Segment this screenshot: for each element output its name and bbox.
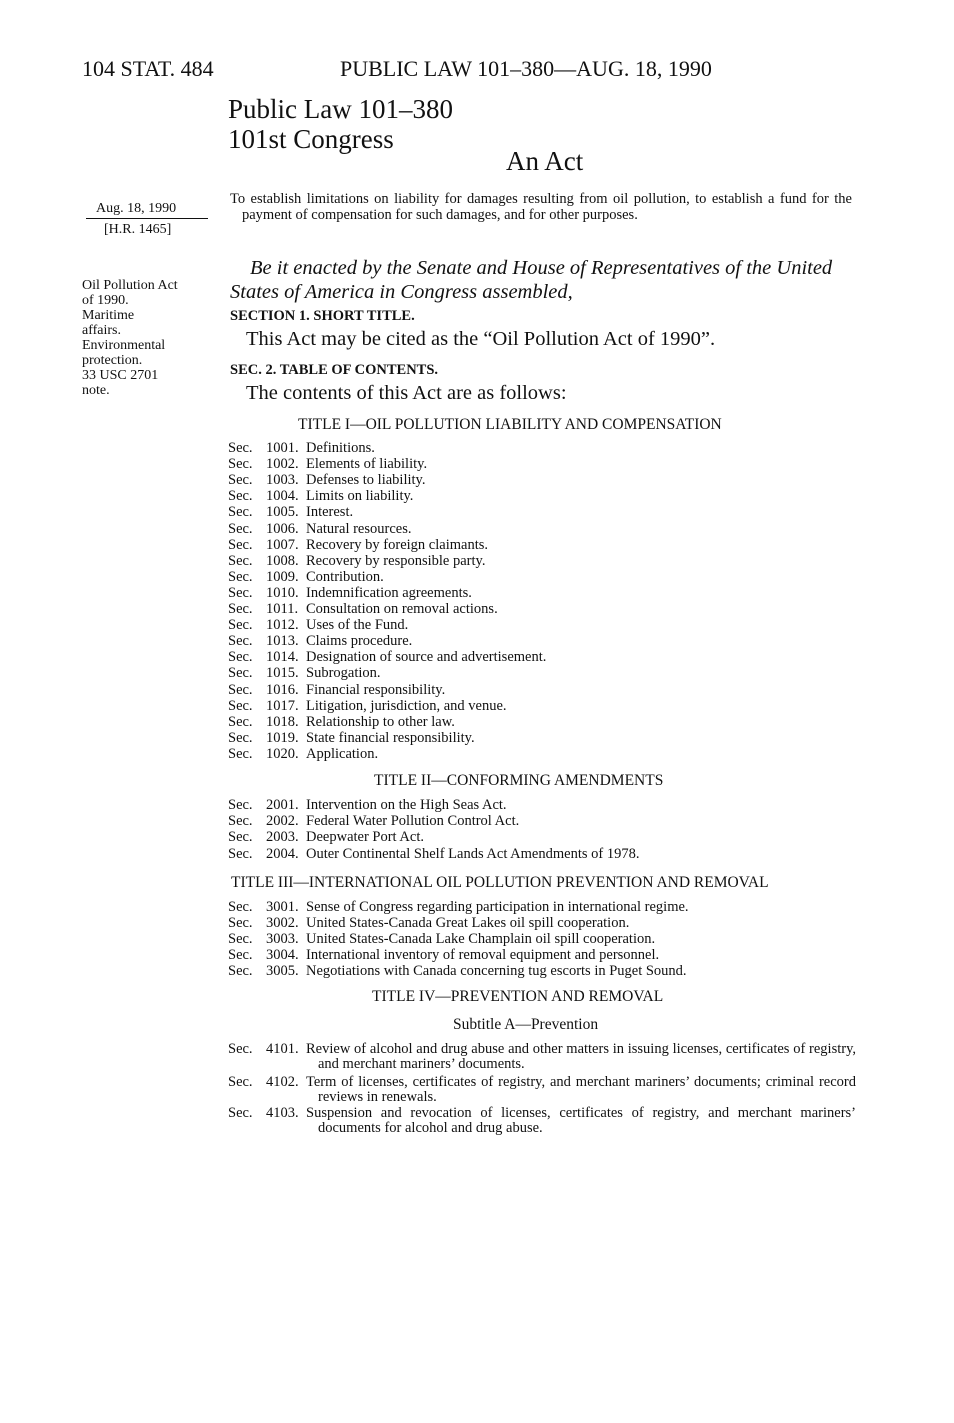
toc-sec-num: 1010. <box>266 584 299 601</box>
toc-entry-title: State financial responsibility. <box>306 729 475 746</box>
toc-entry <box>228 521 411 537</box>
toc-entry-title: Term of licenses, certificates of registry, and merchant mariners’ documents; criminal record reviews in renewals. <box>306 1074 856 1105</box>
toc-sec-label: Sec. <box>228 552 253 569</box>
toc-entry-title: Elements of liability. <box>306 456 428 473</box>
toc-entry-title: Review of alcohol and drug abuse and other matters in issuing licenses, certificates of registry, and merchant mariners’ documents. <box>306 1041 856 1072</box>
margin-note: 33 USC 2701 <box>82 368 159 383</box>
margin-date: Aug. 18, 1990 <box>96 201 177 216</box>
toc-entry <box>228 537 488 553</box>
toc-entry <box>228 456 427 472</box>
toc-entry <box>228 617 408 633</box>
enacting-clause: Be it enacted by the Senate and House of Representatives of the United States of America in Congress assembled, <box>230 257 833 303</box>
toc-sec-num: 1020. <box>266 745 299 762</box>
margin-note: Maritime <box>82 308 135 323</box>
running-head: PUBLIC LAW 101–380—AUG. 18, 1990 <box>340 56 712 81</box>
toc-sec-label: Sec. <box>228 813 253 830</box>
toc-sec-label: Sec. <box>228 845 253 862</box>
toc-entry-number <box>228 899 306 915</box>
toc-entry <box>228 813 519 829</box>
toc-title4-heading: TITLE IV—PREVENTION AND REMOVAL <box>372 988 664 1005</box>
toc-entry <box>228 746 378 762</box>
toc-entry-title: Consultation on removal actions. <box>306 601 498 617</box>
toc-entry <box>228 698 507 714</box>
margin-bill-number: [H.R. 1465] <box>104 222 172 237</box>
toc-entry-title: Relationship to other law. <box>306 713 455 730</box>
margin-rule <box>86 218 208 219</box>
toc-sec-num: 1004. <box>266 488 299 505</box>
toc-entry-title: Application. <box>306 745 379 762</box>
toc-entry <box>228 553 485 569</box>
congress-number: 101st Congress <box>228 124 394 154</box>
toc-entry-title: Defenses to liability. <box>306 472 426 489</box>
toc-entry-number <box>228 649 306 665</box>
toc-entry-number <box>228 797 306 813</box>
toc-entry <box>228 649 546 665</box>
toc-entry-number <box>228 1075 299 1090</box>
toc-entry-title: Contribution. <box>306 568 384 585</box>
toc-sec-num: 1006. <box>266 520 299 537</box>
toc-sec-num: 1014. <box>266 649 299 666</box>
toc-entry-number <box>228 730 306 746</box>
toc-title1-heading: TITLE I—OIL POLLUTION LIABILITY AND COMPENSATION <box>298 416 722 433</box>
toc-entry-title: Designation of source and advertisement. <box>306 649 547 666</box>
toc-sec-label: Sec. <box>228 665 253 682</box>
act-purpose-text: To establish limitations on liability for damages resulting from oil pollution, to establish a fund for the payment of compensation for such damages, and for other purposes. <box>230 191 852 223</box>
toc-entry-title: Limits on liability. <box>306 488 414 505</box>
toc-sec-label: Sec. <box>228 568 253 585</box>
toc-entry <box>228 1042 856 1072</box>
page-stat-number: 104 STAT. 484 <box>82 56 214 81</box>
toc-sec-label: Sec. <box>228 472 253 489</box>
toc-entry-number <box>228 569 306 585</box>
toc-entry-title: Sense of Congress regarding participation in international regime. <box>306 899 689 915</box>
toc-entry <box>228 665 381 681</box>
toc-entry <box>228 730 475 746</box>
toc-entry-title: Deepwater Port Act. <box>306 829 424 846</box>
toc-entry <box>228 797 507 813</box>
toc-entry-title: International inventory of removal equipment and personnel. <box>306 947 660 964</box>
toc-sec-label: Sec. <box>228 456 253 473</box>
toc-entry-number <box>228 633 306 649</box>
toc-sec-num: 4102. <box>266 1074 299 1090</box>
toc-sec-num: 1019. <box>266 729 299 746</box>
toc-sec-label: Sec. <box>228 931 253 948</box>
toc-title3-heading: TITLE III—INTERNATIONAL OIL POLLUTION PREVENTION AND REMOVAL <box>231 874 769 891</box>
toc-entry <box>228 488 413 504</box>
toc-entry <box>228 569 384 585</box>
toc-sec-num: 1016. <box>266 681 299 698</box>
toc-entry-title: Definitions. <box>306 440 375 456</box>
toc-entry-number <box>228 440 306 456</box>
toc-entry <box>228 1106 856 1136</box>
toc-entry <box>228 682 445 698</box>
toc-sec-num: 1012. <box>266 617 299 634</box>
toc-sec-num: 1017. <box>266 697 299 714</box>
toc-entry-number <box>228 537 306 553</box>
toc-sec-num: 1001. <box>266 440 299 456</box>
toc-entry-title: Uses of the Fund. <box>306 617 409 634</box>
toc-entry <box>228 947 659 963</box>
toc-sec-label: Sec. <box>228 681 253 698</box>
toc-entry-number <box>228 472 306 488</box>
toc-sec-num: 3005. <box>266 963 299 980</box>
toc-sec-label: Sec. <box>228 617 253 634</box>
margin-note-list <box>82 278 178 398</box>
toc-sec-label: Sec. <box>228 697 253 714</box>
toc-entry-number <box>228 601 306 617</box>
toc-sec-label: Sec. <box>228 440 253 456</box>
toc-entry-number <box>228 915 306 931</box>
toc-sec-label: Sec. <box>228 729 253 746</box>
toc-entry <box>228 601 498 617</box>
toc-sec-num: 4101. <box>266 1041 299 1057</box>
toc-sec-num: 4103. <box>266 1105 299 1121</box>
toc-entry-title: Claims procedure. <box>306 633 413 650</box>
toc-sec-label: Sec. <box>228 899 253 915</box>
margin-note: of 1990. <box>82 293 129 308</box>
toc-entry <box>228 504 353 520</box>
toc-sec-num: 1007. <box>266 536 299 553</box>
toc-entry-title: Outer Continental Shelf Lands Act Amendments of 1978. <box>306 845 640 862</box>
toc-sec-num: 1009. <box>266 568 299 585</box>
toc-entry-title: Suspension and revocation of licenses, certificates of registry, and merchant mariners’ documents for alcohol and drug abuse. <box>306 1105 856 1136</box>
toc-sec-label: Sec. <box>228 520 253 537</box>
public-law-number: Public Law 101–380 <box>228 94 453 124</box>
toc-sec-label: Sec. <box>228 915 253 932</box>
section1-heading: SECTION 1. SHORT TITLE. <box>230 308 415 324</box>
toc-entry-number <box>228 521 306 537</box>
toc-title4-subtitle: Subtitle A—Prevention <box>453 1016 599 1033</box>
section2-heading: SEC. 2. TABLE OF CONTENTS. <box>230 362 439 378</box>
toc-entry <box>228 829 424 845</box>
toc-entry <box>228 714 455 730</box>
margin-note: affairs. <box>82 323 121 338</box>
toc-entry-number <box>228 665 306 681</box>
toc-sec-label: Sec. <box>228 488 253 505</box>
toc-entry <box>228 963 687 979</box>
toc-sec-num: 2002. <box>266 813 299 830</box>
toc-sec-label: Sec. <box>228 745 253 762</box>
toc-entry-number <box>228 931 306 947</box>
toc-entry-number <box>228 585 306 601</box>
toc-sec-label: Sec. <box>228 1074 253 1090</box>
toc-entry-number <box>228 963 306 979</box>
toc-entry-title: Intervention on the High Seas Act. <box>306 797 507 813</box>
section1-text: This Act may be cited as the “Oil Pollution Act of 1990”. <box>246 328 716 350</box>
toc-entry-title: Natural resources. <box>306 520 412 537</box>
toc-sec-num: 2003. <box>266 829 299 846</box>
toc-entry-number <box>228 714 306 730</box>
toc-sec-label: Sec. <box>228 584 253 601</box>
margin-note: protection. <box>82 353 143 368</box>
toc-entry-number <box>228 1042 299 1057</box>
toc-entry-title: Subrogation. <box>306 665 381 682</box>
toc-entry <box>228 585 472 601</box>
toc-sec-num: 3001. <box>266 899 299 915</box>
toc-sec-label: Sec. <box>228 633 253 650</box>
toc-entry-number <box>228 488 306 504</box>
toc-entry <box>228 915 629 931</box>
toc-entry <box>228 846 639 862</box>
toc-entry <box>228 472 425 488</box>
toc-sec-label: Sec. <box>228 649 253 666</box>
toc-entry-number <box>228 813 306 829</box>
toc-entry-title: Negotiations with Canada concerning tug escorts in Puget Sound. <box>306 963 687 980</box>
toc-sec-num: 1018. <box>266 713 299 730</box>
toc-sec-label: Sec. <box>228 536 253 553</box>
toc-entry-title: Financial responsibility. <box>306 681 446 698</box>
toc-sec-label: Sec. <box>228 963 253 980</box>
toc-entry-number <box>228 947 306 963</box>
toc-entry-title: Recovery by foreign claimants. <box>306 536 488 553</box>
toc-entry-title: United States-Canada Lake Champlain oil spill cooperation. <box>306 931 656 948</box>
toc-sec-num: 1015. <box>266 665 299 682</box>
toc-entry-number <box>228 746 306 762</box>
toc-sec-label: Sec. <box>228 504 253 521</box>
toc-entry-title: Interest. <box>306 504 354 521</box>
toc-sec-label: Sec. <box>228 713 253 730</box>
toc-sec-label: Sec. <box>228 829 253 846</box>
toc-entry-number <box>228 698 306 714</box>
toc-sec-label: Sec. <box>228 1105 253 1121</box>
toc-entry-number <box>228 617 306 633</box>
toc-sec-num: 3003. <box>266 931 299 948</box>
toc-sec-num: 2001. <box>266 797 299 813</box>
toc-entry-number <box>228 682 306 698</box>
toc-entry-title: Indemnification agreements. <box>306 584 472 601</box>
toc-title2-heading: TITLE II—CONFORMING AMENDMENTS <box>374 772 664 789</box>
toc-entry-number <box>228 553 306 569</box>
toc-sec-num: 3002. <box>266 915 299 932</box>
toc-entry-title: United States-Canada Great Lakes oil spill cooperation. <box>306 915 630 932</box>
toc-entry <box>228 440 375 456</box>
toc-sec-num: 1005. <box>266 504 299 521</box>
toc-entry-number <box>228 1106 299 1121</box>
toc-sec-num: 1008. <box>266 552 299 569</box>
toc-sec-num: 3004. <box>266 947 299 964</box>
toc-entry-title: Federal Water Pollution Control Act. <box>306 813 520 830</box>
toc-entry-number <box>228 456 306 472</box>
toc-entry-number <box>228 846 306 862</box>
toc-sec-label: Sec. <box>228 947 253 964</box>
toc-sec-num: 2004. <box>266 845 299 862</box>
margin-note: Oil Pollution Act <box>82 278 178 293</box>
toc-sec-num: 1002. <box>266 456 299 473</box>
toc-sec-label: Sec. <box>228 601 253 617</box>
toc-entry <box>228 899 689 915</box>
section2-text: The contents of this Act are as follows: <box>246 382 567 404</box>
margin-note: note. <box>82 383 110 398</box>
act-label: An Act <box>506 146 584 176</box>
toc-sec-num: 1013. <box>266 633 299 650</box>
toc-sec-num: 1003. <box>266 472 299 489</box>
toc-entry-title: Litigation, jurisdiction, and venue. <box>306 697 507 714</box>
toc-entry <box>228 931 655 947</box>
toc-entry <box>228 633 412 649</box>
toc-entry-number <box>228 504 306 520</box>
toc-entry-number <box>228 829 306 845</box>
toc-sec-label: Sec. <box>228 1041 253 1057</box>
toc-entry-title: Recovery by responsible party. <box>306 552 486 569</box>
act-purpose <box>230 191 852 223</box>
toc-sec-num: 1011. <box>266 601 299 617</box>
margin-note: Environmental <box>82 338 166 353</box>
toc-sec-label: Sec. <box>228 797 253 813</box>
toc-entry <box>228 1075 856 1105</box>
